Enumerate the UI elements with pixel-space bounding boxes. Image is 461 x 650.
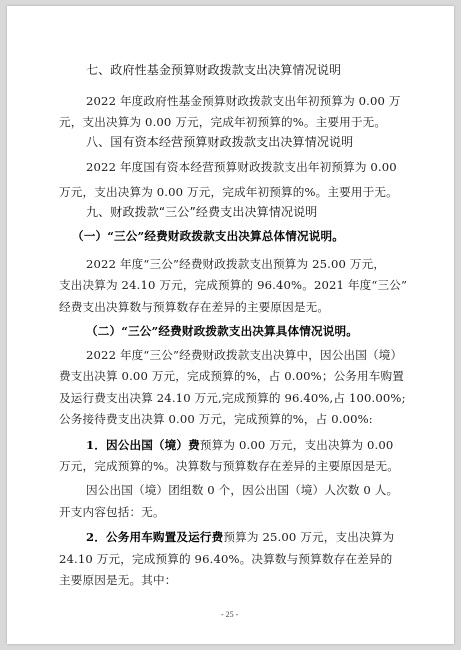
paragraph-line: 公务接待费支出决算 0.00 万元，完成预算的%，占 0.00%: <box>59 412 373 426</box>
paragraph-line: 万元，支出决算为 0.00 万元，完成年初预算的%。主要用于无。 <box>59 185 398 199</box>
subsection-heading-2: （二）“三公”经费财政拨款支出决算具体情况说明。 <box>86 324 359 338</box>
subsection-heading-1: （一）“三公”经费财政拨款支出决算总体情况说明。 <box>72 229 345 243</box>
paragraph-line: 主要原因是无。其中： <box>59 573 177 587</box>
paragraph-line: 2022 年度政府性基金预算财政拨款支出年初预算为 0.00 万 <box>86 94 401 108</box>
item-2-label: 2．公务用车购置及运行费 <box>86 530 224 544</box>
paragraph-line: 因公出国（境）团组数 0 个，因公出国（境）人次数 0 人。 <box>86 483 399 497</box>
paragraph-line: 2022 年度“三公”经费财政拨款支出预算为 25.00 万元， <box>86 257 386 271</box>
paragraph-line: 支出决算为 24.10 万元，完成预算的 96.40%。2021 年度“三公” <box>59 278 408 292</box>
page-number: - 25 - <box>221 610 239 619</box>
item-2-line <box>86 529 394 545</box>
document-page <box>7 6 454 644</box>
paragraph-line: 2022 年度“三公”经费财政拨款支出决算中，因公出国（境） <box>86 348 403 362</box>
paragraph-line: 费支出决算 0.00 万元，完成预算的%，占 0.00%；公务用车购置 <box>59 369 405 383</box>
paragraph-line: 元，支出决算为 0.00 万元，完成年初预算的%。主要用于无。 <box>59 115 387 129</box>
paragraph-line: 及运行费支出决算 24.10 万元,完成预算的 96.40%,占 100.00%; <box>59 391 406 405</box>
paragraph-line: 万元，完成预算的%。决算数与预算数存在差异的主要原因是无。 <box>59 459 399 473</box>
section-heading-7: 七、政府性基金预算财政拨款支出决算情况说明 <box>86 63 342 77</box>
item-1-text: 预算为 0.00 万元，支出决算为 0.00 <box>199 438 394 452</box>
item-1-label: 1．因公出国（境）费 <box>86 438 200 452</box>
item-2-text: 预算为 25.00 万元，支出决算为 <box>223 530 395 544</box>
paragraph-line: 经费支出决算数与预算数存在差异的主要原因是无。 <box>59 300 330 314</box>
paragraph-line: 2022 年度国有资本经营预算财政拨款支出年初预算为 0.00 <box>86 160 397 174</box>
section-heading-8: 八、国有资本经营预算财政拨款支出决算情况说明 <box>86 135 354 149</box>
item-1-line <box>86 437 393 453</box>
paragraph-line: 24.10 万元，完成预算的 96.40%。决算数与预算数存在差异的 <box>59 552 393 566</box>
paragraph-line: 开支内容包括：无。 <box>59 505 165 519</box>
section-heading-9: 九、财政拨款“三公”经费支出决算情况说明 <box>86 205 318 219</box>
